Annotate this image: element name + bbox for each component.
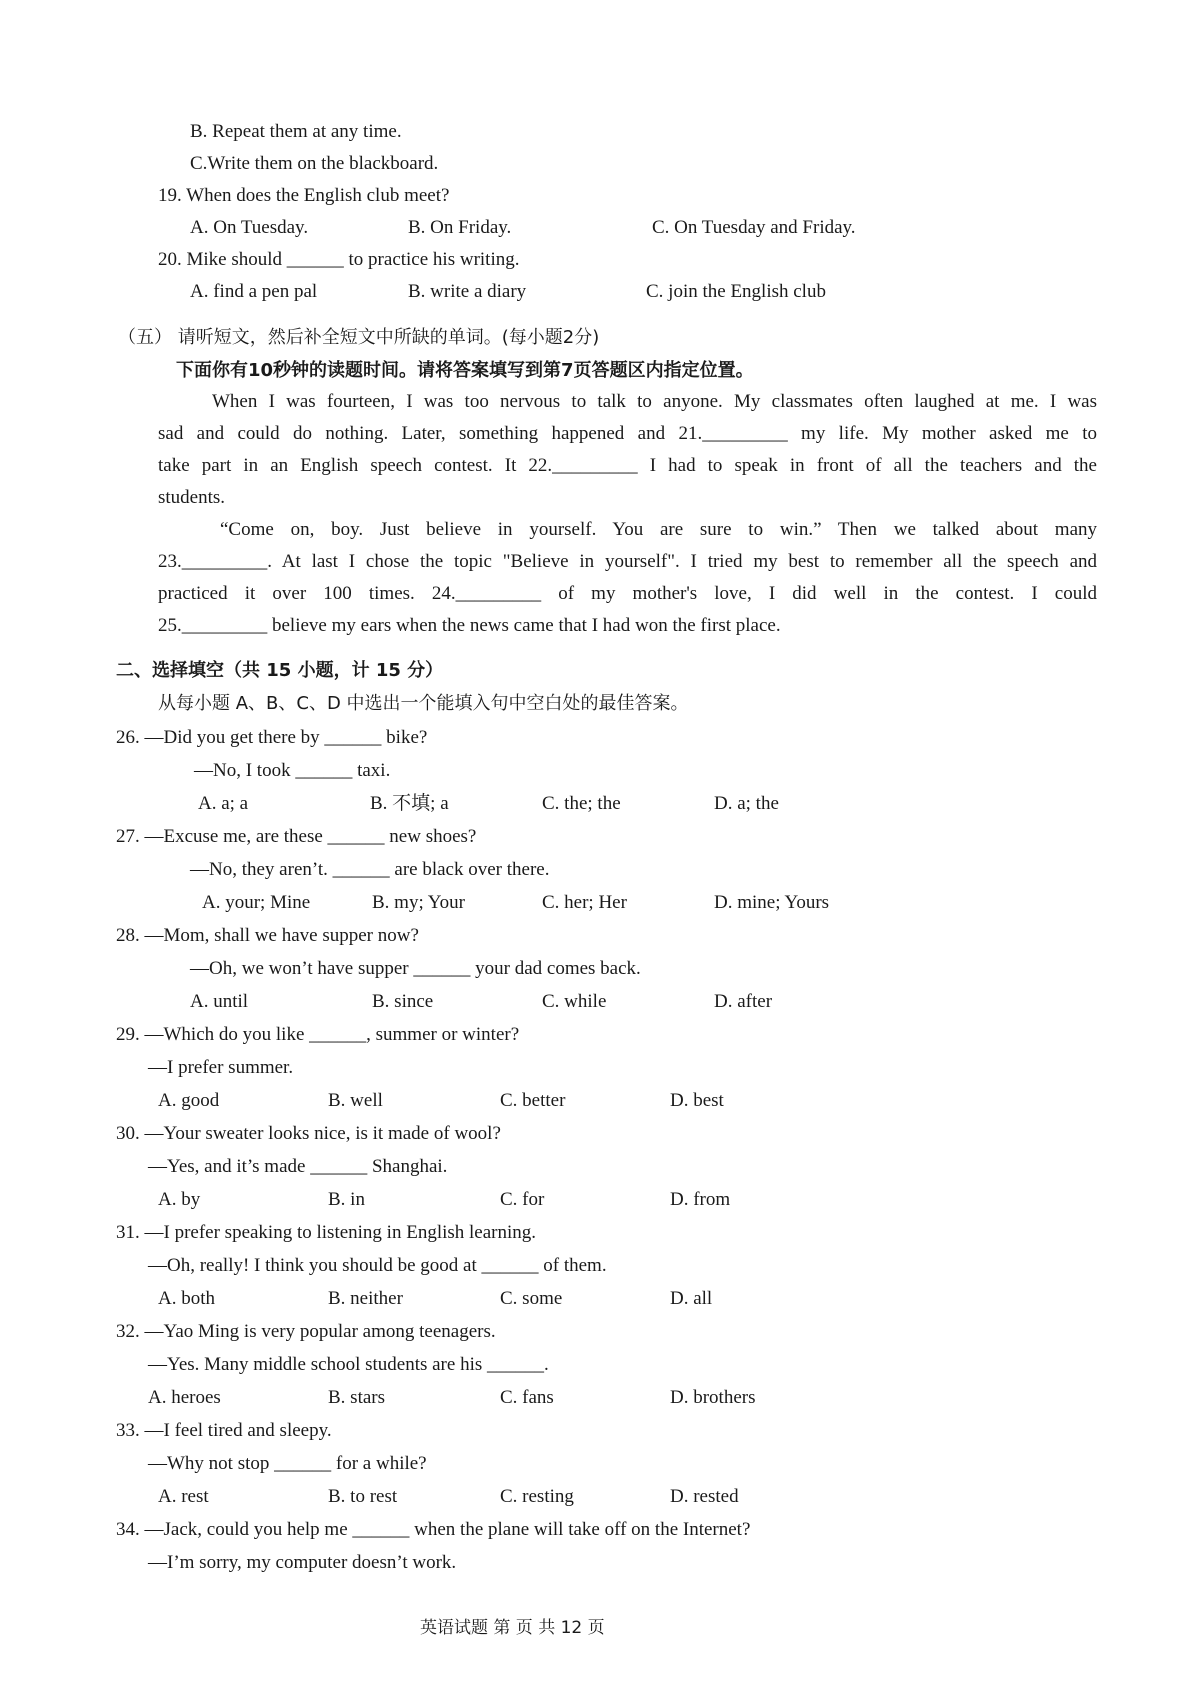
q30-option-b: B. in [328, 1189, 365, 1210]
q31-option-d: D. all [670, 1288, 713, 1309]
q33-option-d: D. rested [670, 1486, 739, 1507]
q31-line-2: —Oh, really! I think you should be good at ______ of them. [148, 1255, 607, 1276]
passage-line-4: students. [158, 487, 226, 508]
q32-option-a: A. heroes [148, 1387, 221, 1408]
q26-option-d: D. a; the [714, 793, 779, 814]
part2-instruction: 从每小题 A、B、C、D 中选出一个能填入句中空白处的最佳答案。 [158, 693, 689, 714]
q33-option-a: A. rest [158, 1486, 209, 1507]
q28-option-b: B. since [372, 991, 434, 1012]
q32-option-b: B. stars [328, 1387, 385, 1408]
q34-line-2: —I’m sorry, my computer doesn’t work. [148, 1552, 457, 1573]
q33-line-1: 33. —I feel tired and sleepy. [116, 1420, 332, 1441]
q27-option-a: A. your; Mine [202, 892, 311, 913]
q30-option-a: A. by [158, 1189, 201, 1210]
q19-option-c: C. On Tuesday and Friday. [652, 217, 856, 238]
passage-line-5: “Come on, boy. Just believe in yourself. You are sure to win.” Then we talked about many [220, 519, 1097, 540]
passage-line-3: take part in an English speech contest. It 22._________ I had to speak in front of all the teachers and the [158, 455, 1097, 476]
q26-option-a: A. a; a [198, 793, 249, 814]
page-footer: 英语试题 第 页 共 12 页 [420, 1618, 605, 1638]
q19-option-b: B. On Friday. [408, 217, 512, 238]
q31-option-b: B. neither [328, 1288, 403, 1309]
section5-note: 下面你有10秒钟的读题时间。请将答案填写到第7页答题区内指定位置。 [176, 360, 754, 381]
q32-option-c: C. fans [500, 1387, 554, 1408]
q29-option-c: C. better [500, 1090, 566, 1111]
q19-stem: 19. When does the English club meet? [158, 185, 450, 206]
passage-line-7: practiced it over 100 times. 24._________ of my mother's love, I did well in the contest. I could [158, 583, 1097, 604]
passage-line-2: sad and could do nothing. Later, something happened and 21._________ my life. My mother asked me to [158, 423, 1097, 444]
q32-option-d: D. brothers [670, 1387, 756, 1408]
passage-line-8: 25._________ believe my ears when the news came that I had won the first place. [158, 615, 781, 636]
q31-line-1: 31. —I prefer speaking to listening in English learning. [116, 1222, 537, 1243]
q20-stem: 20. Mike should ______ to practice his writing. [158, 249, 520, 270]
q30-option-d: D. from [670, 1189, 731, 1210]
q20-option-b: B. write a diary [408, 281, 527, 302]
q32-line-1: 32. —Yao Ming is very popular among teenagers. [116, 1321, 496, 1342]
q27-option-d: D. mine; Yours [714, 892, 830, 913]
q26-option-b: B. 不填; a [370, 793, 449, 814]
q32-line-2: —Yes. Many middle school students are his ______. [148, 1354, 549, 1375]
q30-line-2: —Yes, and it’s made ______ Shanghai. [148, 1156, 448, 1177]
q34-line-1: 34. —Jack, could you help me ______ when the plane will take off on the Internet? [116, 1519, 751, 1540]
q33-line-2: —Why not stop ______ for a while? [148, 1453, 427, 1474]
q27-option-c: C. her; Her [542, 892, 627, 913]
q19-option-a: A. On Tuesday. [190, 217, 309, 238]
q26-line-1: 26. —Did you get there by ______ bike? [116, 727, 428, 748]
q18-option-c: C.Write them on the blackboard. [190, 153, 439, 174]
q29-option-b: B. well [328, 1090, 383, 1111]
part2-heading: 二、选择填空（共 15 小题，计 15 分） [116, 660, 444, 681]
q28-line-1: 28. —Mom, shall we have supper now? [116, 925, 419, 946]
q28-option-d: D. after [714, 991, 773, 1012]
passage-line-1: When I was fourteen, I was too nervous to talk to anyone. My classmates often laughed at me. I was [212, 391, 1097, 412]
q28-option-c: C. while [542, 991, 607, 1012]
q27-line-1: 27. —Excuse me, are these ______ new shoes? [116, 826, 477, 847]
q20-option-a: A. find a pen pal [190, 281, 318, 302]
q26-option-c: C. the; the [542, 793, 621, 814]
q28-line-2: —Oh, we won’t have supper ______ your dad comes back. [190, 958, 641, 979]
q33-option-b: B. to rest [328, 1486, 398, 1507]
q33-option-c: C. resting [500, 1486, 574, 1507]
q29-option-d: D. best [670, 1090, 724, 1111]
section5-heading: （五） 请听短文，然后补全短文中所缺的单词。(每小题2分) [118, 327, 600, 348]
q31-option-c: C. some [500, 1288, 563, 1309]
q28-option-a: A. until [190, 991, 249, 1012]
q27-line-2: —No, they aren’t. ______ are black over there. [190, 859, 550, 880]
q29-option-a: A. good [158, 1090, 220, 1111]
passage-line-6: 23._________. At last I chose the topic "Believe in yourself". I tried my best to remember all the speech and [158, 551, 1097, 572]
q27-option-b: B. my; Your [372, 892, 465, 913]
q18-option-b: B. Repeat them at any time. [190, 121, 402, 142]
q29-line-1: 29. —Which do you like ______, summer or winter? [116, 1024, 520, 1045]
q26-line-2: —No, I took ______ taxi. [194, 760, 391, 781]
q20-option-c: C. join the English club [646, 281, 826, 302]
q29-line-2: —I prefer summer. [148, 1057, 294, 1078]
q31-option-a: A. both [158, 1288, 215, 1309]
q30-line-1: 30. —Your sweater looks nice, is it made of wool? [116, 1123, 501, 1144]
q30-option-c: C. for [500, 1189, 545, 1210]
